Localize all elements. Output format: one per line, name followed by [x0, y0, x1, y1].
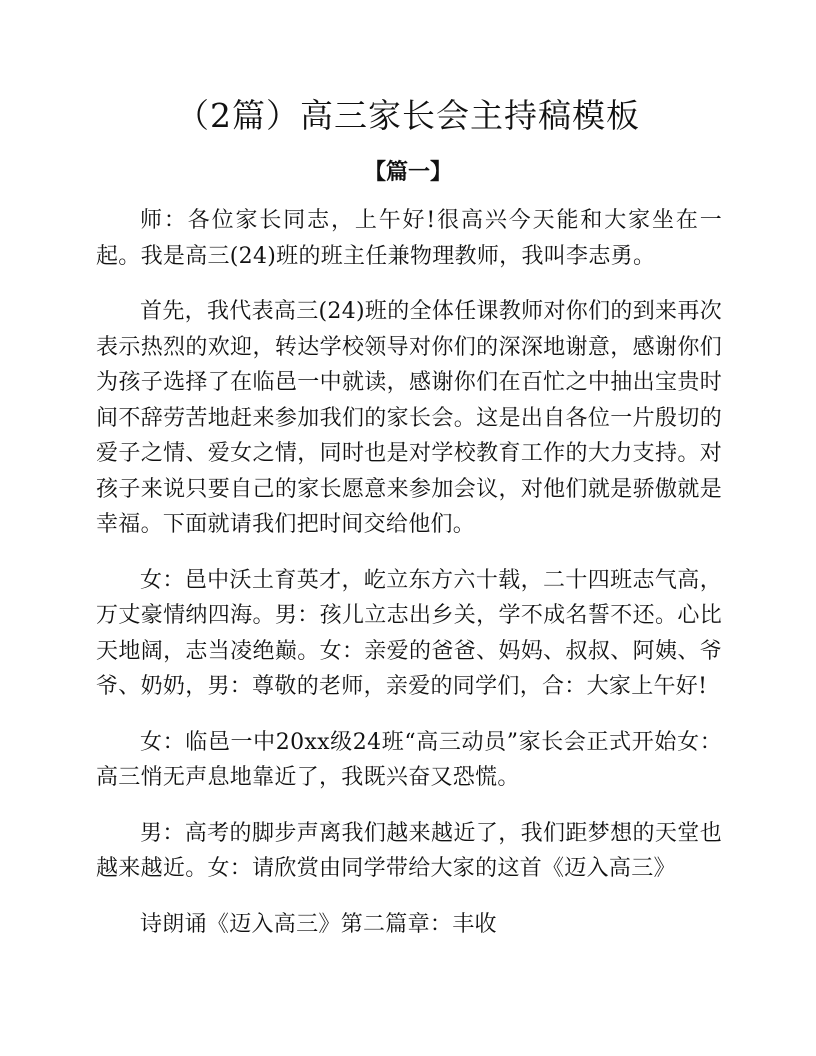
- section-heading: 【篇一】: [363, 159, 452, 185]
- document-body: [96, 203, 722, 962]
- paragraph: 诗朗诵《迈入高三》第二篇章：丰收: [140, 911, 497, 937]
- paragraph: 男：高考的脚步声离我们越来越近了，我们距梦想的天堂也越来越近。女：请欣赏由同学带给大家的这首《迈入高三》: [96, 820, 722, 881]
- paragraph: 首先，我代表高三(24)班的全体任课教师对你们的到来再次表示热烈的欢迎，转达学校领导对你们的深深地谢意，感谢你们为孩子选择了在临邑一中就读，感谢你们在百忙之中抽出宝贵时间不辞劳苦地赶来参加我们的家长会。这是出自各位一片殷切的爱子之情、爱女之情，同时也是对学校教育工作的大力支持。对孩子来说只要自己的家长愿意来参加会议，对他们就是骄傲就是幸福。下面就请我们把时间交给他们。: [96, 299, 722, 537]
- paragraph: 女：临邑一中20xx级24班“高三动员”家长会正式开始女：高三悄无声息地靠近了，我既兴奋又恐慌。: [96, 729, 722, 790]
- paragraph: 女：邑中沃土育英才，屹立东方六十载，二十四班志气高，万丈豪情纳四海。男：孩儿立志出乡关，学不成名誓不还。心比天地阔，志当凌绝巅。女：亲爱的爸爸、妈妈、叔叔、阿姨、爷爷、奶奶，男：尊敬的老师，亲爱的同学们，合：大家上午好!: [96, 567, 722, 699]
- document-title: （2篇）高三家长会主持稿模板: [176, 96, 640, 135]
- paragraph: 师：各位家长同志，上午好!很高兴今天能和大家坐在一起。我是高三(24)班的班主任兼物理教师，我叫李志勇。: [96, 208, 722, 269]
